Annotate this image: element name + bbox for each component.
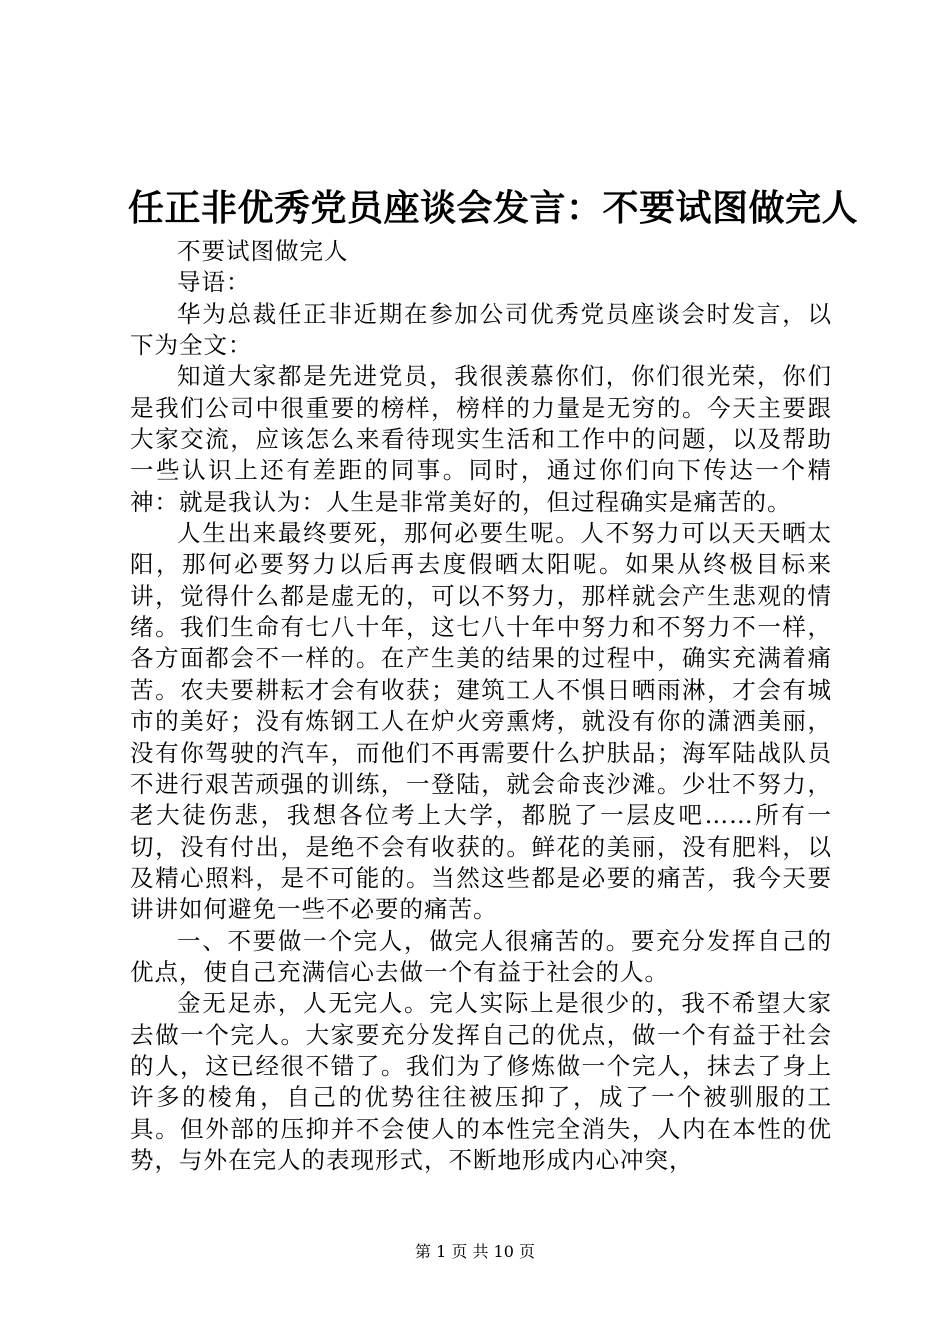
document-body: [130, 236, 832, 1176]
body-paragraph: 华为总裁任正非近期在参加公司优秀党员座谈会时发言，以下为全文：: [130, 299, 832, 360]
body-paragraph: 金无足赤，人无完人。完人实际上是很少的，我不希望大家去做一个完人。大家要充分发挥自己的优点，做一个有益于社会的人，这已经很不错了。我们为了修炼做一个完人，抹去了身上许多的棱角，自己的优势往往被压抑了，成了一个被驯服的工具。但外部的压抑并不会使人的本性完全消失，人内在本性的优势，与外在完人的表现形式，不断地形成内心冲突，: [130, 989, 832, 1174]
body-paragraph: 知道大家都是先进党员，我很羡慕你们，你们很光荣，你们是我们公司中很重要的榜样，榜样的力量是无穷的。今天主要跟大家交流，应该怎么来看待现实生活和工作中的问题，以及帮助一些认识上还有差距的同事。同时，通过你们向下传达一个精神：就是我认为：人生是非常美好的，但过程确实是痛苦的。: [130, 362, 832, 516]
section-heading-paragraph: 一、不要做一个完人，做完人很痛苦的。要充分发挥自己的优点，使自己充满信心去做一个有益于社会的人。: [130, 926, 832, 986]
page-number-footer: 第 1 页 共 10 页: [415, 1242, 535, 1261]
intro-label-paragraph: 导语：: [177, 268, 251, 297]
page-title: 任正非优秀党员座谈会发言：不要试图做完人: [128, 187, 859, 229]
subtitle-paragraph: 不要试图做完人: [177, 237, 349, 265]
body-paragraph: 人生出来最终要死，那何必要生呢。人不努力可以天天晒太阳，那何必要努力以后再去度假晒太阳呢。如果从终极目标来讲，觉得什么都是虚无的，可以不努力，那样就会产生悲观的情绪。我们生命有七八十年，这七八十年中努力和不努力不一样，各方面都会不一样的。在产生美的结果的过程中，确实充满着痛苦。农夫要耕耘才会有收获；建筑工人不惧日晒雨淋，才会有城市的美好；没有炼钢工人在炉火旁熏烤，就没有你的潇洒美丽，没有你驾驶的汽车，而他们不再需要什么护肤品；海军陆战队员不进行艰苦顽强的训练，一登陆，就会命丧沙滩。少壮不努力，老大徒伤悲，我想各位考上大学，都脱了一层皮吧……所有一切，没有付出，是绝不会有收获的。鲜花的美丽，没有肥料，以及精心照料，是不可能的。当然这些都是必要的痛苦，我今天要讲讲如何避免一些不必要的痛苦。: [130, 519, 832, 924]
